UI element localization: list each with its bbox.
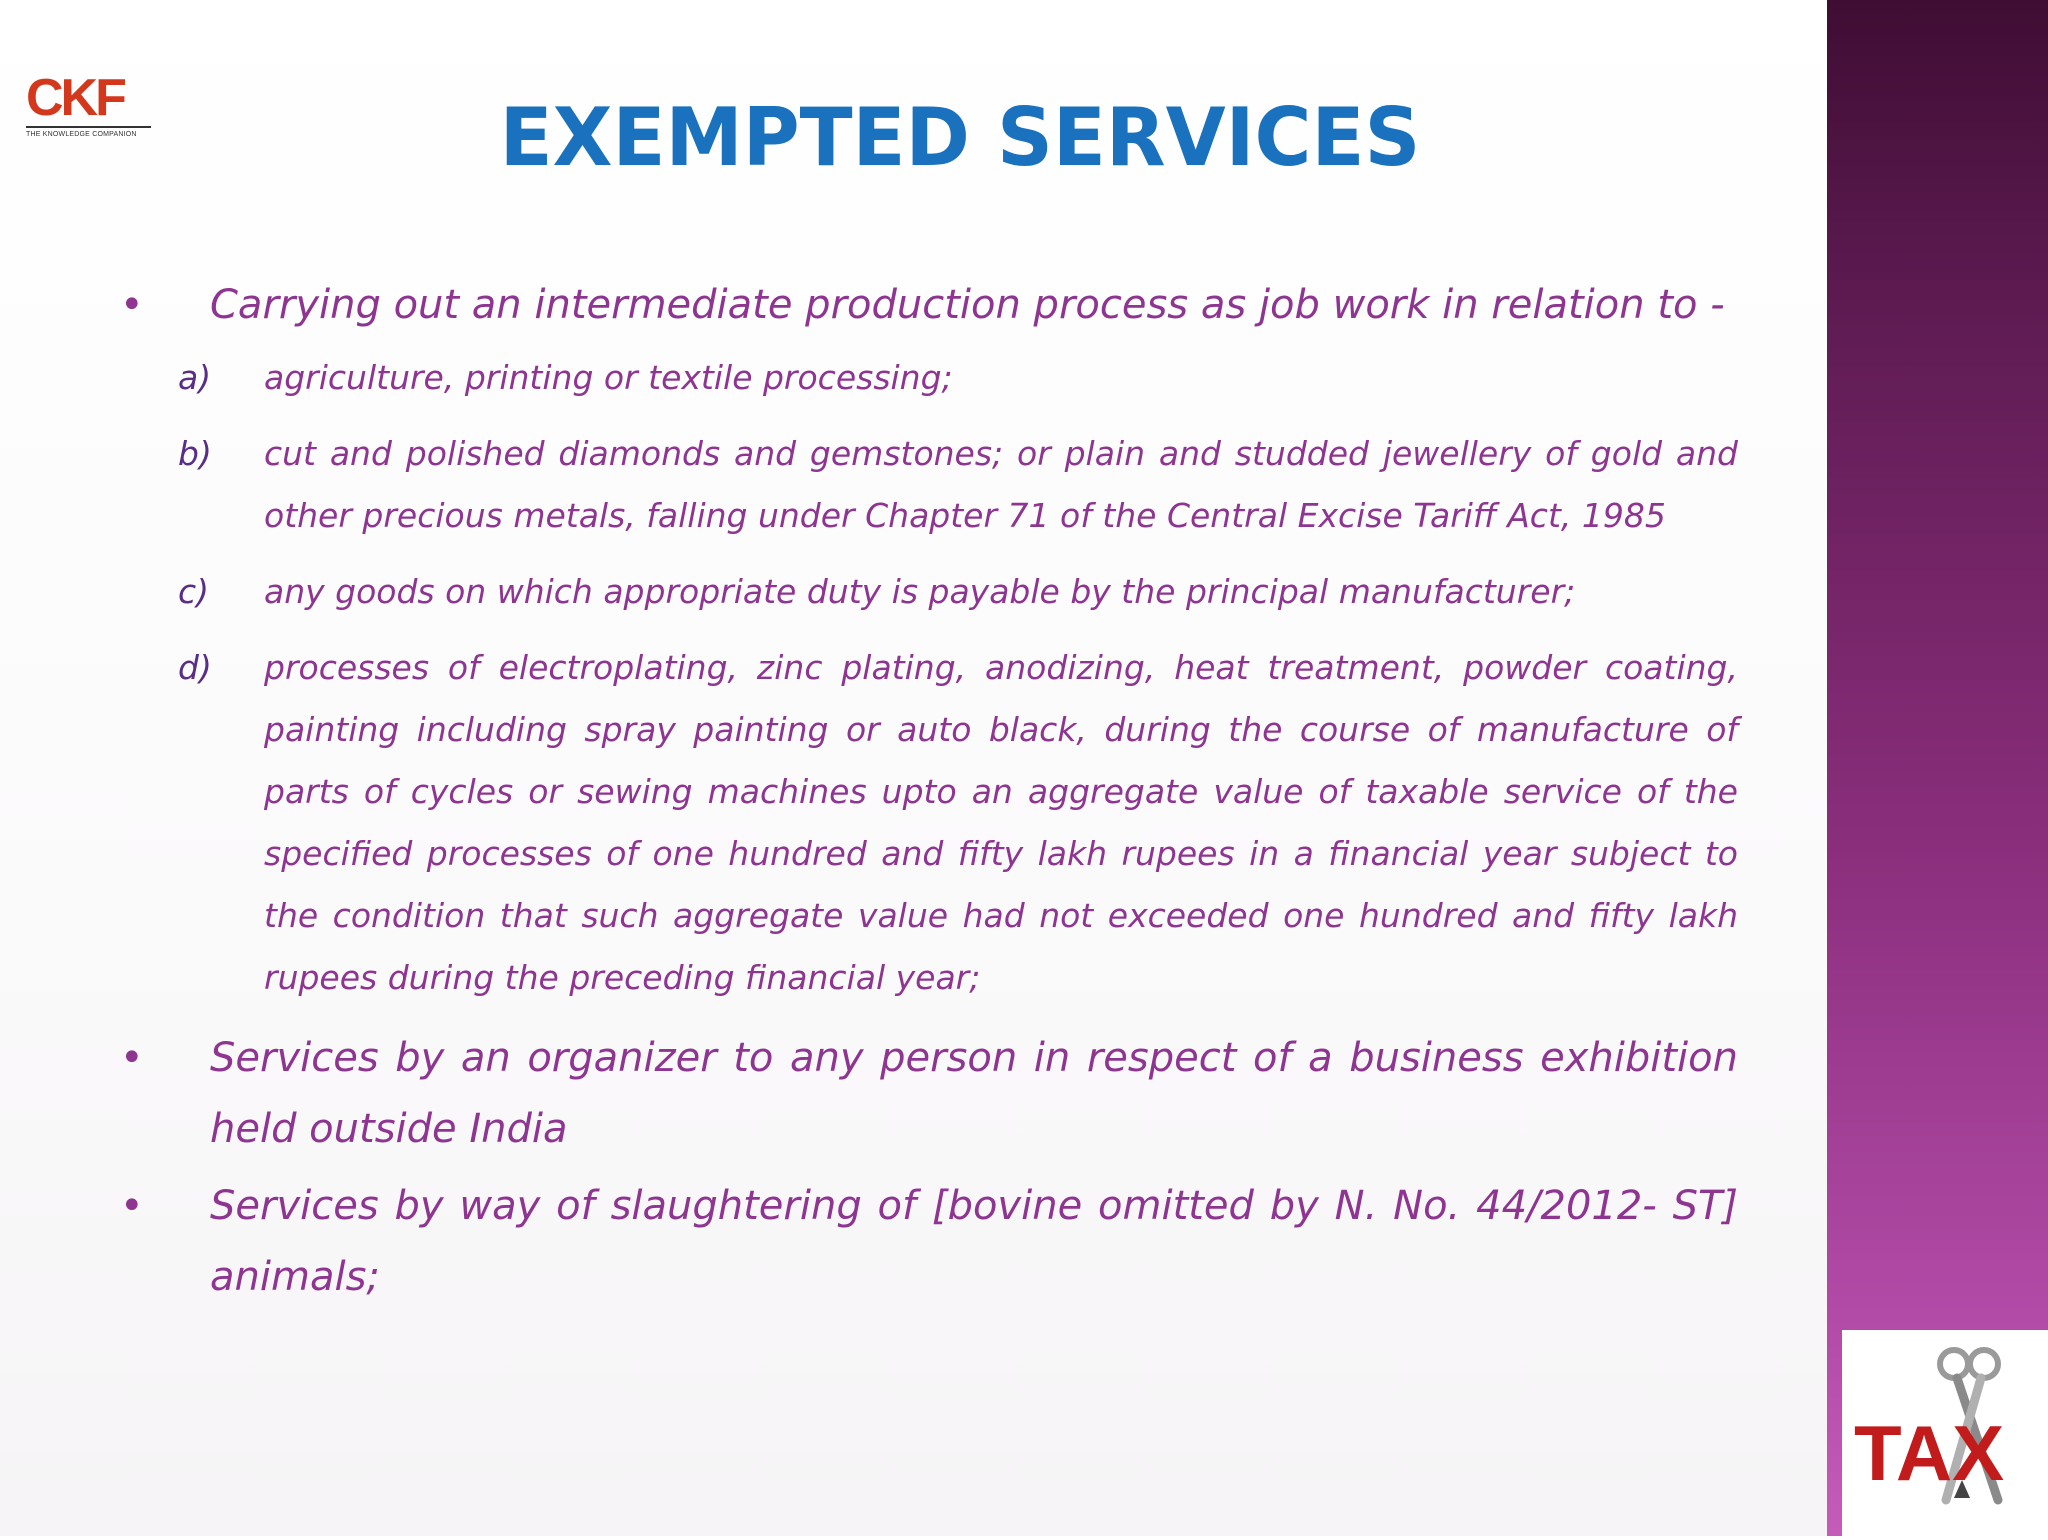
- bullet-dot: •: [120, 1035, 144, 1081]
- slide-body: [120, 270, 1738, 1319]
- slide-title: EXEMPTED SERVICES: [499, 91, 1421, 184]
- sub-item-marker: c): [178, 572, 210, 611]
- sub-item: [120, 637, 1738, 1009]
- decorative-side-band: [1827, 0, 2048, 1536]
- sub-item: [120, 423, 1738, 547]
- sub-item-text: processes of electroplating, zinc plating, anodizing, heat treatment, powder coating, painting including spray painting or auto black, during the course of manufacture of parts of cycles or sewing machines upto an aggregate value of taxable service of the specified processes of one hundred and fifty lakh rupees in a financial year subject to the condition that such aggregate value had not exceeded one hundred and fifty lakh rupees during the preceding financial year;: [264, 648, 1738, 997]
- sub-item-text: agriculture, printing or textile processing;: [264, 358, 953, 397]
- logo-letters: CKF: [26, 70, 151, 128]
- sub-item: [120, 347, 1738, 409]
- bullet-text: Carrying out an intermediate production process as job work in relation to -: [210, 282, 1725, 328]
- scissors-icon: [1842, 1330, 2048, 1536]
- bullet-dot: •: [120, 1183, 144, 1229]
- sub-item-marker: b): [178, 434, 212, 473]
- bullet-text: Services by an organizer to any person in respect of a business exhibition held outside India: [210, 1035, 1738, 1152]
- tax-image: [1842, 1330, 2048, 1536]
- sub-item-marker: a): [178, 358, 212, 397]
- sub-item-marker: d): [178, 648, 212, 687]
- bullet-dot: •: [120, 282, 144, 328]
- sub-item-text: any goods on which appropriate duty is payable by the principal manufacturer;: [264, 572, 1576, 611]
- bullet-item: [120, 1171, 1738, 1313]
- sub-item: [120, 561, 1738, 623]
- sub-item-text: cut and polished diamonds and gemstones; or plain and studded jewellery of gold and other precious metals, falling under Chapter 71 of the Central Excise Tariff Act, 1985: [264, 434, 1738, 535]
- bullet-text: Services by way of slaughtering of [bovine omitted by N. No. 44/2012- ST] animals;: [210, 1183, 1738, 1300]
- bullet-item: [120, 270, 1738, 341]
- logo-tagline: THE KNOWLEDGE COMPANION: [26, 131, 137, 138]
- bullet-item: [120, 1023, 1738, 1165]
- sub-list: [120, 347, 1738, 1009]
- tax-text: TAX: [1854, 1409, 2005, 1497]
